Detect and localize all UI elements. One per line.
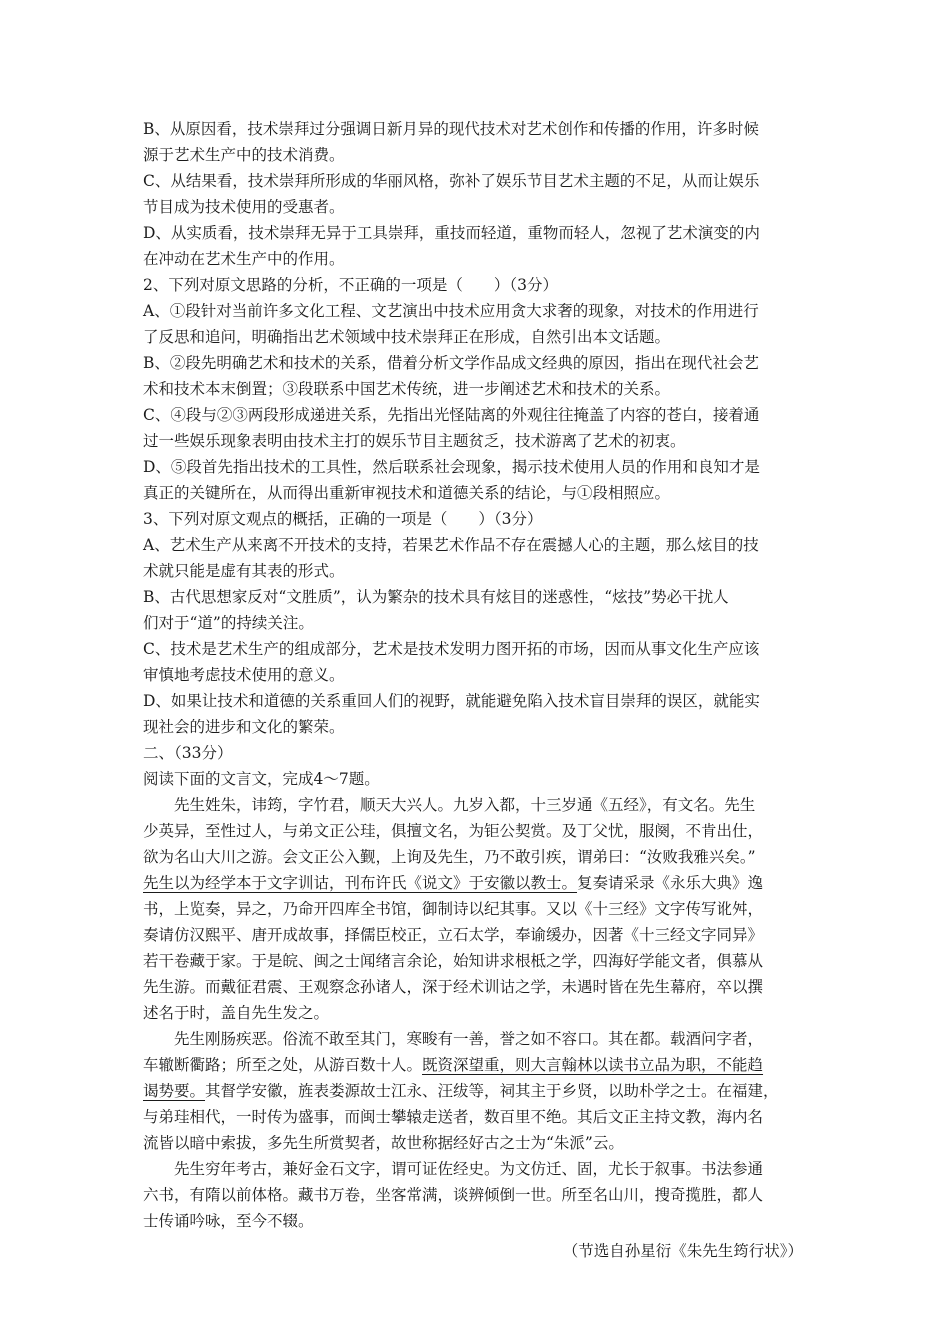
passage-p2-line1: 先生刚肠疾恶。俗流不敢至其门，寒畯有一善，誉之如不容口。其在都。载酒问字者， xyxy=(174,1030,764,1048)
q1-option-b-line2: 源于艺术生产中的技术消费。 xyxy=(143,146,345,164)
passage-p1-line2: 少英异，至性过人，与弟文正公珪，俱擅文名，为钜公契赏。及丁父忧，服阕，不肯出仕， xyxy=(143,822,764,840)
passage-p1-line1: 先生姓朱，讳筠，字竹君，顺天大兴人。九岁入都，十三岁通《五经》，有文名。先生 xyxy=(174,796,756,814)
q2-option-c-line2: 过一些娱乐现象表明由技术主打的娱乐节目主题贫乏，技术游离了艺术的初衷。 xyxy=(143,432,686,450)
q1-option-b-line1: B、从原因看，技术崇拜过分强调日新月异的现代技术对艺术创作和传播的作用，许多时候 xyxy=(143,120,759,138)
passage-p1-line9: 述名于时，盖自先生发之。 xyxy=(143,1004,330,1022)
passage-p1-line5: 书，上览奏，异之，乃命开四库全书馆，御制诗以纪其事。又以《十三经》文字传写讹舛， xyxy=(143,900,764,918)
passage-p3-line3: 士传诵吟咏，至今不辍。 xyxy=(143,1212,314,1230)
section-instruction: 阅读下面的文言文，完成4～7题。 xyxy=(143,770,380,788)
passage-p1-line7: 若干卷藏于家。于是皖、闽之士闻绪言余论，始知讲求根柢之学，四海好学能文者，俱慕从 xyxy=(143,952,764,970)
q2-option-a-line1: A、①段针对当前许多文化工程、文艺演出中技术应用贪大求奢的现象，对技术的作用进行 xyxy=(143,302,759,320)
passage-p3-line2: 六书，有隋以前体格。藏书万卷，坐客常满，谈辨倾倒一世。所至名山川，搜奇揽胜，都人 xyxy=(143,1186,764,1204)
passage-p2-line5: 流皆以暗中索拔，多先生所赏契者，故世称据经好古之士为“朱派”云。 xyxy=(143,1134,624,1152)
q3-option-b-line2: 们对于“道”的持续关注。 xyxy=(143,614,314,632)
underlined-sentence-2-part1: 既资深望重，则大言翰林以读书立品为职，不能趋 xyxy=(422,1056,764,1074)
passage-p1-line6: 奏请仿汉熙平、唐开成故事，择儒臣校正，立石太学，奉谕缓办，因著《十三经文字同异》 xyxy=(143,926,764,944)
section-heading: 二、（33分） xyxy=(143,744,233,762)
q2-option-c-line1: C、④段与②③两段形成递进关系，先指出光怪陆离的外观往往掩盖了内容的苍白，接着通 xyxy=(143,406,760,424)
passage-p1-line8: 先生游。而戴征君震、王观察念孙诸人，深于经术训诂之学，未遇时皆在先生幕府，卒以撰 xyxy=(143,978,764,996)
q3-stem: 3、下列对原文观点的概括，正确的一项是（ ）（3分） xyxy=(143,510,543,528)
q3-option-c-line2: 审慎地考虑技术使用的意义。 xyxy=(143,666,345,684)
q1-option-d-line2: 在冲动在艺术生产中的作用。 xyxy=(143,250,345,268)
document-body xyxy=(143,116,811,1264)
q1-option-d-line1: D、从实质看，技术崇拜无异于工具崇拜，重技而轻道，重物而轻人，忽视了艺术演变的内 xyxy=(143,224,760,242)
underlined-sentence-2-part2: 谒势要。 xyxy=(143,1082,206,1100)
q1-option-c-line1: C、从结果看，技术崇拜所形成的华丽风格，弥补了娱乐节目艺术主题的不足，从而让娱乐 xyxy=(143,172,760,190)
passage-source: （节选自孙星衍《朱先生筠行状》） xyxy=(562,1242,803,1260)
passage-p1-line4-rest: 复奏请采录《永乐大典》逸 xyxy=(577,874,764,892)
q2-option-d-line1: D、⑤段首先指出技术的工具性，然后联系社会现象，揭示技术使用人员的作用和良知才是 xyxy=(143,458,760,476)
passage-p3-line1: 先生穷年考古，兼好金石文字，谓可证佐经史。为文仿迁、固，尤长于叙事。书法参通 xyxy=(174,1160,764,1178)
passage-p1-line4 xyxy=(143,870,811,896)
q2-stem: 2、下列对原文思路的分析，不正确的一项是（ ）（3分） xyxy=(143,276,558,294)
q3-option-d-line1: D、如果让技术和道德的关系重回人们的视野，就能避免陷入技术盲目崇拜的误区，就能实 xyxy=(143,692,760,710)
passage-p2-line3-rest: 其督学安徽，旌表娄源故士江永、汪绂等，祠其主于乡贤，以助朴学之士。在福建， xyxy=(205,1082,779,1100)
q2-option-b-line2: 术和技术本末倒置；③段联系中国艺术传统，进一步阐述艺术和技术的关系。 xyxy=(143,380,671,398)
underlined-sentence-1: 先生以为经学本于文字训诂，刊布许氏《说文》于安徽以教士。 xyxy=(143,874,578,892)
passage-p2-line4: 与弟珪相代，一时传为盛事，而闽士攀辕走送者，数百里不绝。其后文正主持文教，海内名 xyxy=(143,1108,764,1126)
q2-option-d-line2: 真正的关键所在，从而得出重新审视技术和道德关系的结论，与①段相照应。 xyxy=(143,484,671,502)
q1-option-c-line2: 节目成为技术使用的受惠者。 xyxy=(143,198,345,216)
q3-option-a-line2: 术就只能是虚有其表的形式。 xyxy=(143,562,345,580)
q3-option-b-line1: B、古代思想家反对“文胜质”，认为繁杂的技术具有炫目的迷惑性，“炫技”势必干扰人 xyxy=(143,588,729,606)
q3-option-c-line1: C、技术是艺术生产的组成部分，艺术是技术发明力图开拓的市场，因而从事文化生产应该 xyxy=(143,640,760,658)
q2-option-a-line2: 了反思和追问，明确指出艺术领域中技术崇拜正在形成，自然引出本文话题。 xyxy=(143,328,671,346)
passage-p2-line2-pre: 车辙断衢路；所至之处，从游百数十人。 xyxy=(143,1056,423,1074)
passage-p2-line3 xyxy=(143,1078,811,1104)
q3-option-a-line1: A、艺术生产从来离不开技术的支持，若果艺术作品不存在震撼人心的主题，那么炫目的技 xyxy=(143,536,759,554)
passage-p2-line2 xyxy=(143,1052,811,1078)
q2-option-b-line1: B、②段先明确艺术和技术的关系，借着分析文学作品成文经典的原因，指出在现代社会艺 xyxy=(143,354,759,372)
q3-option-d-line2: 现社会的进步和文化的繁荣。 xyxy=(143,718,345,736)
passage-p1-line3: 欲为名山大川之游。会文正公入觐，上询及先生，乃不敢引疾，谓弟曰：“汝败我雅兴矣。” xyxy=(143,848,756,866)
